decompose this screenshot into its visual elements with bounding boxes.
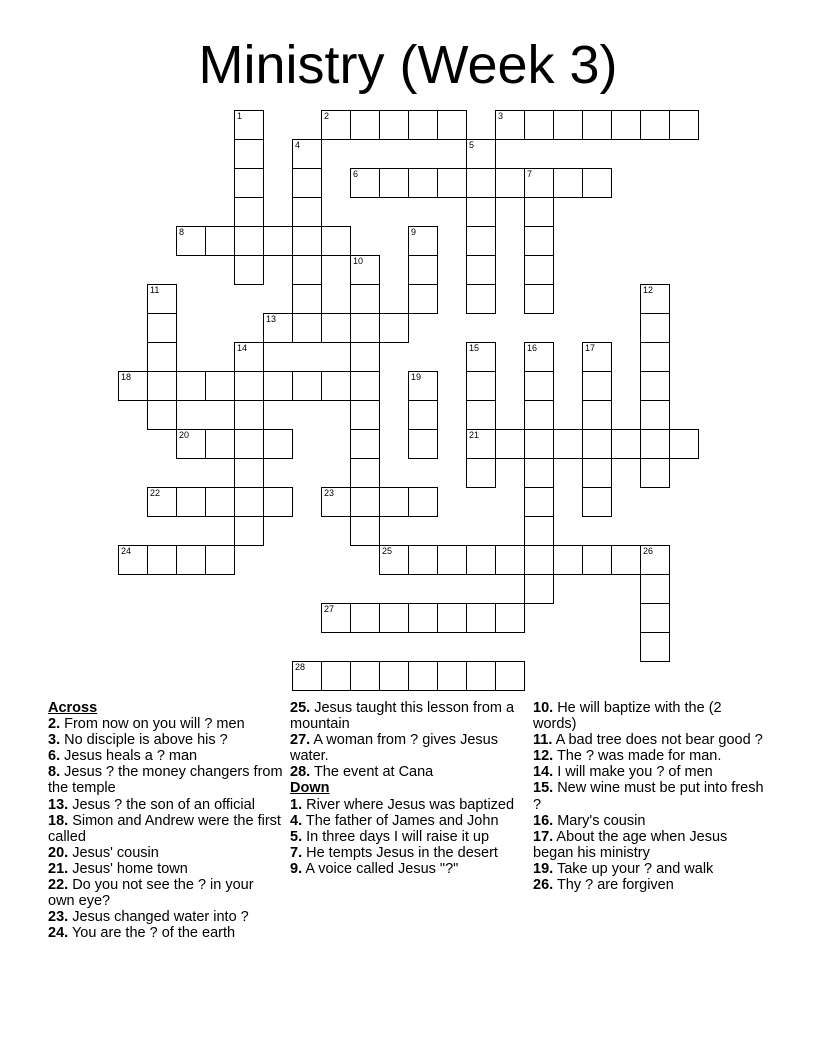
grid-cell[interactable] bbox=[321, 487, 351, 517]
grid-cell[interactable] bbox=[524, 400, 554, 430]
grid-cell[interactable] bbox=[205, 429, 235, 459]
clue-number: 15 bbox=[469, 343, 480, 353]
clue-text: He will baptize with the (2 words) bbox=[533, 700, 722, 733]
clue-text: The father of James and John bbox=[302, 812, 499, 829]
grid-cell[interactable] bbox=[524, 516, 554, 546]
clue-text: Jesus taught this lesson from a mountain bbox=[290, 700, 515, 733]
clue-text: New wine must be put into fresh ? bbox=[533, 780, 764, 813]
grid-cell[interactable] bbox=[176, 371, 206, 401]
grid-cell[interactable] bbox=[292, 226, 322, 256]
grid-cell[interactable] bbox=[292, 284, 322, 314]
clue-number: 10 bbox=[353, 256, 364, 266]
clue-text: Mary's cousin bbox=[553, 812, 646, 829]
clue-number: 14 bbox=[237, 343, 248, 353]
clue-number: 2. bbox=[48, 716, 61, 733]
grid-cell[interactable] bbox=[292, 313, 322, 343]
grid-cell[interactable] bbox=[669, 110, 699, 140]
grid-cell[interactable] bbox=[379, 603, 409, 633]
grid-cell[interactable] bbox=[147, 400, 177, 430]
grid-cell[interactable] bbox=[524, 545, 554, 575]
across-clue bbox=[48, 925, 284, 941]
grid-cell[interactable] bbox=[263, 487, 293, 517]
clue-number: 13. bbox=[48, 796, 69, 813]
clues-column-3 bbox=[533, 700, 769, 893]
across-clue bbox=[48, 813, 284, 845]
clue-text: Take up your ? and walk bbox=[553, 860, 714, 877]
grid-cell[interactable] bbox=[437, 603, 467, 633]
grid-cell[interactable] bbox=[524, 487, 554, 517]
clues-column-2 bbox=[290, 700, 526, 877]
clue-number: 11. bbox=[533, 732, 553, 749]
grid-cell[interactable] bbox=[408, 255, 438, 285]
clue-number: 28. bbox=[290, 764, 311, 781]
clue-text: You are the ? of the earth bbox=[68, 925, 236, 942]
clue-number: 13 bbox=[266, 314, 277, 324]
grid-cell[interactable] bbox=[611, 429, 641, 459]
grid-cell[interactable] bbox=[321, 226, 351, 256]
grid-cell[interactable] bbox=[408, 603, 438, 633]
grid-cell[interactable] bbox=[437, 545, 467, 575]
grid-cell[interactable] bbox=[466, 284, 496, 314]
grid-cell[interactable] bbox=[524, 255, 554, 285]
clue-number: 15. bbox=[533, 780, 554, 797]
grid-cell[interactable] bbox=[408, 545, 438, 575]
clue-number: 16 bbox=[527, 343, 538, 353]
grid-cell[interactable] bbox=[408, 284, 438, 314]
grid-cell[interactable] bbox=[321, 371, 351, 401]
grid-cell[interactable] bbox=[292, 371, 322, 401]
grid-cell[interactable] bbox=[466, 429, 496, 459]
grid-cell[interactable] bbox=[524, 110, 554, 140]
grid-cell[interactable] bbox=[350, 371, 380, 401]
grid-cell[interactable] bbox=[234, 516, 264, 546]
grid-cell[interactable] bbox=[350, 255, 380, 285]
across-clue bbox=[290, 764, 526, 780]
grid-cell[interactable] bbox=[379, 487, 409, 517]
grid-cell[interactable] bbox=[292, 661, 322, 691]
grid-cell[interactable] bbox=[350, 661, 380, 691]
clue-number: 9 bbox=[411, 227, 417, 237]
grid-cell[interactable] bbox=[437, 661, 467, 691]
clue-number: 18 bbox=[121, 372, 132, 382]
grid-cell[interactable] bbox=[495, 168, 525, 198]
clue-text: Jesus ? the money changers from the temple bbox=[48, 764, 283, 797]
grid-cell[interactable] bbox=[263, 226, 293, 256]
clue-number: 1 bbox=[237, 111, 243, 121]
clue-text: Jesus ? the son of an official bbox=[68, 796, 255, 813]
clue-number: 7. bbox=[290, 844, 303, 861]
clue-text: No disciple is above his ? bbox=[60, 732, 228, 749]
grid-cell[interactable] bbox=[350, 110, 380, 140]
clue-number: 20 bbox=[179, 430, 190, 440]
down-clue bbox=[533, 829, 769, 861]
grid-cell[interactable] bbox=[640, 284, 670, 314]
clue-text: Simon and Andrew were the first called bbox=[48, 812, 281, 845]
grid-cell[interactable] bbox=[205, 226, 235, 256]
clue-text: I will make you ? of men bbox=[553, 764, 713, 781]
grid-cell[interactable] bbox=[408, 110, 438, 140]
across-clue bbox=[48, 861, 284, 877]
grid-cell[interactable] bbox=[350, 284, 380, 314]
grid-cell[interactable] bbox=[234, 226, 264, 256]
down-clue bbox=[533, 700, 769, 732]
down-clue bbox=[533, 877, 769, 893]
clue-text: The event at Cana bbox=[310, 764, 434, 781]
down-clue bbox=[533, 764, 769, 780]
clue-number: 2 bbox=[324, 111, 330, 121]
down-heading: Down bbox=[290, 780, 330, 797]
grid-cell[interactable] bbox=[321, 661, 351, 691]
grid-cell[interactable] bbox=[147, 487, 177, 517]
grid-cell[interactable] bbox=[640, 632, 670, 662]
grid-cell[interactable] bbox=[147, 545, 177, 575]
down-clue bbox=[290, 845, 526, 861]
clue-number: 26 bbox=[643, 546, 654, 556]
clue-number: 12 bbox=[643, 285, 654, 295]
across-clue bbox=[48, 845, 284, 861]
grid-cell[interactable] bbox=[379, 313, 409, 343]
grid-cell[interactable] bbox=[408, 400, 438, 430]
clue-number: 1. bbox=[290, 796, 303, 813]
across-clue bbox=[48, 748, 284, 764]
grid-cell[interactable] bbox=[205, 371, 235, 401]
clue-number: 18. bbox=[48, 812, 69, 829]
grid-cell[interactable] bbox=[582, 429, 612, 459]
grid-cell[interactable] bbox=[640, 458, 670, 488]
grid-cell[interactable] bbox=[640, 400, 670, 430]
grid-cell[interactable] bbox=[118, 545, 148, 575]
clue-number: 10. bbox=[533, 700, 554, 716]
grid-cell[interactable] bbox=[466, 342, 496, 372]
grid-cell[interactable] bbox=[350, 516, 380, 546]
grid-cell[interactable] bbox=[611, 110, 641, 140]
clue-text: Jesus' cousin bbox=[68, 844, 159, 861]
clue-number: 8. bbox=[48, 764, 61, 781]
grid-cell[interactable] bbox=[466, 458, 496, 488]
grid-cell[interactable] bbox=[118, 371, 148, 401]
across-clue bbox=[48, 732, 284, 748]
grid-cell[interactable] bbox=[234, 458, 264, 488]
grid-cell[interactable] bbox=[495, 110, 525, 140]
grid-cell[interactable] bbox=[524, 574, 554, 604]
grid-cell[interactable] bbox=[524, 342, 554, 372]
grid-cell[interactable] bbox=[437, 168, 467, 198]
grid-cell[interactable] bbox=[582, 110, 612, 140]
clue-number: 5 bbox=[469, 140, 475, 150]
clue-text: Jesus heals a ? man bbox=[60, 748, 198, 765]
grid-cell[interactable] bbox=[321, 110, 351, 140]
across-clue bbox=[48, 797, 284, 813]
grid-cell[interactable] bbox=[379, 168, 409, 198]
grid-cell[interactable] bbox=[524, 226, 554, 256]
clue-number: 27 bbox=[324, 604, 335, 614]
grid-cell[interactable] bbox=[350, 458, 380, 488]
clue-text: A woman from ? gives Jesus water. bbox=[290, 732, 498, 765]
across-clue bbox=[48, 764, 284, 796]
clue-text: From now on you will ? men bbox=[60, 716, 245, 733]
grid-cell[interactable] bbox=[553, 545, 583, 575]
grid-cell[interactable] bbox=[263, 313, 293, 343]
clue-text: Thy ? are forgiven bbox=[553, 877, 674, 894]
grid-cell[interactable] bbox=[640, 110, 670, 140]
grid-cell[interactable] bbox=[263, 371, 293, 401]
clue-number: 8 bbox=[179, 227, 185, 237]
clue-number: 19 bbox=[411, 372, 422, 382]
grid-cell[interactable] bbox=[640, 342, 670, 372]
grid-cell[interactable] bbox=[495, 429, 525, 459]
clue-number: 20. bbox=[48, 844, 69, 861]
grid-cell[interactable] bbox=[350, 313, 380, 343]
clue-text: Jesus changed water into ? bbox=[68, 909, 249, 926]
clue-number: 14. bbox=[533, 764, 554, 781]
grid-cell[interactable] bbox=[176, 487, 206, 517]
grid-cell[interactable] bbox=[292, 255, 322, 285]
across-clue bbox=[48, 877, 284, 909]
clue-text: The ? was made for man. bbox=[553, 748, 722, 765]
grid-cell[interactable] bbox=[437, 110, 467, 140]
grid-cell[interactable] bbox=[495, 545, 525, 575]
clue-text: Do you not see the ? in your own eye? bbox=[48, 877, 254, 910]
grid-cell[interactable] bbox=[466, 197, 496, 227]
grid-cell[interactable] bbox=[640, 574, 670, 604]
grid-cell[interactable] bbox=[350, 429, 380, 459]
down-clue bbox=[533, 813, 769, 829]
grid-cell[interactable] bbox=[408, 226, 438, 256]
grid-cell[interactable] bbox=[234, 371, 264, 401]
grid-cell[interactable] bbox=[640, 545, 670, 575]
grid-cell[interactable] bbox=[147, 371, 177, 401]
clue-number: 12. bbox=[533, 748, 554, 765]
grid-cell[interactable] bbox=[582, 545, 612, 575]
clue-number: 4. bbox=[290, 812, 303, 829]
grid-cell[interactable] bbox=[466, 545, 496, 575]
grid-cell[interactable] bbox=[669, 429, 699, 459]
grid-cell[interactable] bbox=[582, 342, 612, 372]
clue-number: 3 bbox=[498, 111, 504, 121]
grid-cell[interactable] bbox=[350, 487, 380, 517]
down-clue bbox=[533, 748, 769, 764]
clue-number: 16. bbox=[533, 812, 554, 829]
clue-number: 5. bbox=[290, 828, 303, 845]
grid-cell[interactable] bbox=[553, 110, 583, 140]
clue-number: 7 bbox=[527, 169, 533, 179]
clue-number: 11 bbox=[150, 285, 160, 295]
clue-text: A bad tree does not bear good ? bbox=[552, 732, 763, 749]
down-clue bbox=[533, 861, 769, 877]
grid-cell[interactable] bbox=[640, 313, 670, 343]
grid-cell[interactable] bbox=[350, 168, 380, 198]
grid-cell[interactable] bbox=[350, 400, 380, 430]
grid-cell[interactable] bbox=[234, 110, 264, 140]
clue-number: 3. bbox=[48, 732, 61, 749]
grid-cell[interactable] bbox=[408, 487, 438, 517]
across-clue bbox=[290, 732, 526, 764]
grid-cell[interactable] bbox=[466, 255, 496, 285]
grid-cell[interactable] bbox=[524, 197, 554, 227]
grid-cell[interactable] bbox=[553, 429, 583, 459]
down-clue bbox=[533, 780, 769, 812]
clue-number: 24. bbox=[48, 925, 69, 942]
down-clue bbox=[533, 732, 769, 748]
grid-cell[interactable] bbox=[205, 545, 235, 575]
grid-cell[interactable] bbox=[495, 603, 525, 633]
grid-cell[interactable] bbox=[379, 545, 409, 575]
across-heading: Across bbox=[48, 700, 98, 716]
grid-cell[interactable] bbox=[582, 400, 612, 430]
grid-cell[interactable] bbox=[553, 168, 583, 198]
grid-cell[interactable] bbox=[234, 400, 264, 430]
across-clue bbox=[48, 716, 284, 732]
grid-cell[interactable] bbox=[524, 168, 554, 198]
clue-number: 24 bbox=[121, 546, 132, 556]
grid-cell[interactable] bbox=[263, 429, 293, 459]
grid-cell[interactable] bbox=[350, 342, 380, 372]
clue-number: 25 bbox=[382, 546, 393, 556]
grid-cell[interactable] bbox=[379, 110, 409, 140]
grid-cell[interactable] bbox=[408, 371, 438, 401]
grid-cell[interactable] bbox=[147, 284, 177, 314]
grid-cell[interactable] bbox=[466, 661, 496, 691]
grid-cell[interactable] bbox=[292, 139, 322, 169]
grid-cell[interactable] bbox=[582, 458, 612, 488]
grid-cell[interactable] bbox=[234, 342, 264, 372]
clue-number: 21 bbox=[469, 430, 480, 440]
grid-cell[interactable] bbox=[640, 371, 670, 401]
grid-cell[interactable] bbox=[524, 458, 554, 488]
grid-cell[interactable] bbox=[524, 371, 554, 401]
grid-cell[interactable] bbox=[234, 255, 264, 285]
grid-cell[interactable] bbox=[466, 168, 496, 198]
clue-number: 9. bbox=[290, 860, 303, 877]
grid-cell[interactable] bbox=[321, 313, 351, 343]
clue-text: He tempts Jesus in the desert bbox=[302, 844, 498, 861]
clue-number: 27. bbox=[290, 732, 311, 749]
across-clue bbox=[290, 700, 526, 732]
grid-cell[interactable] bbox=[176, 429, 206, 459]
grid-cell[interactable] bbox=[524, 429, 554, 459]
clue-number: 23. bbox=[48, 909, 69, 926]
grid-cell[interactable] bbox=[408, 661, 438, 691]
grid-cell[interactable] bbox=[582, 371, 612, 401]
grid-cell[interactable] bbox=[582, 487, 612, 517]
puzzle-title: Ministry (Week 3) bbox=[198, 35, 618, 95]
grid-cell[interactable] bbox=[640, 429, 670, 459]
grid-cell[interactable] bbox=[495, 661, 525, 691]
clue-number: 17. bbox=[533, 828, 554, 845]
clue-number: 4 bbox=[295, 140, 301, 150]
grid-cell[interactable] bbox=[234, 139, 264, 169]
grid-cell[interactable] bbox=[321, 603, 351, 633]
grid-cell[interactable] bbox=[466, 371, 496, 401]
clues-column-1 bbox=[48, 700, 284, 941]
grid-cell[interactable] bbox=[176, 226, 206, 256]
grid-cell[interactable] bbox=[408, 168, 438, 198]
grid-cell[interactable] bbox=[466, 226, 496, 256]
clue-number: 25. bbox=[290, 700, 311, 716]
grid-cell[interactable] bbox=[292, 168, 322, 198]
grid-cell[interactable] bbox=[147, 342, 177, 372]
clue-number: 22 bbox=[150, 488, 161, 498]
clue-text: Jesus' home town bbox=[68, 860, 188, 877]
grid-cell[interactable] bbox=[408, 429, 438, 459]
grid-cell[interactable] bbox=[234, 487, 264, 517]
clue-number: 6 bbox=[353, 169, 359, 179]
clue-text: A voice called Jesus "?" bbox=[302, 860, 459, 877]
clue-number: 28 bbox=[295, 662, 306, 672]
clue-text: About the age when Jesus began his ministry bbox=[533, 828, 728, 861]
grid-cell[interactable] bbox=[524, 284, 554, 314]
clue-number: 26. bbox=[533, 877, 554, 894]
grid-cell[interactable] bbox=[234, 429, 264, 459]
clue-number: 22. bbox=[48, 877, 69, 894]
down-clue bbox=[290, 829, 526, 845]
grid-cell[interactable] bbox=[466, 139, 496, 169]
grid-cell[interactable] bbox=[350, 603, 380, 633]
down-clue bbox=[290, 813, 526, 829]
grid-cell[interactable] bbox=[234, 168, 264, 198]
grid-cell[interactable] bbox=[379, 661, 409, 691]
grid-cell[interactable] bbox=[292, 197, 322, 227]
clue-number: 21. bbox=[48, 860, 69, 877]
grid-cell[interactable] bbox=[611, 545, 641, 575]
down-clue bbox=[290, 797, 526, 813]
grid-cell[interactable] bbox=[466, 603, 496, 633]
grid-cell[interactable] bbox=[466, 400, 496, 430]
grid-cell[interactable] bbox=[640, 603, 670, 633]
clue-text: In three days I will raise it up bbox=[302, 828, 490, 845]
across-clue bbox=[48, 909, 284, 925]
grid-cell[interactable] bbox=[147, 313, 177, 343]
clue-number: 17 bbox=[585, 343, 596, 353]
clue-text: River where Jesus was baptized bbox=[302, 796, 515, 813]
grid-cell[interactable] bbox=[582, 168, 612, 198]
grid-cell[interactable] bbox=[205, 487, 235, 517]
grid-cell[interactable] bbox=[234, 197, 264, 227]
down-clue bbox=[290, 861, 526, 877]
grid-cell[interactable] bbox=[176, 545, 206, 575]
clue-number: 19. bbox=[533, 860, 554, 877]
clue-number: 6. bbox=[48, 748, 61, 765]
clue-number: 23 bbox=[324, 488, 335, 498]
